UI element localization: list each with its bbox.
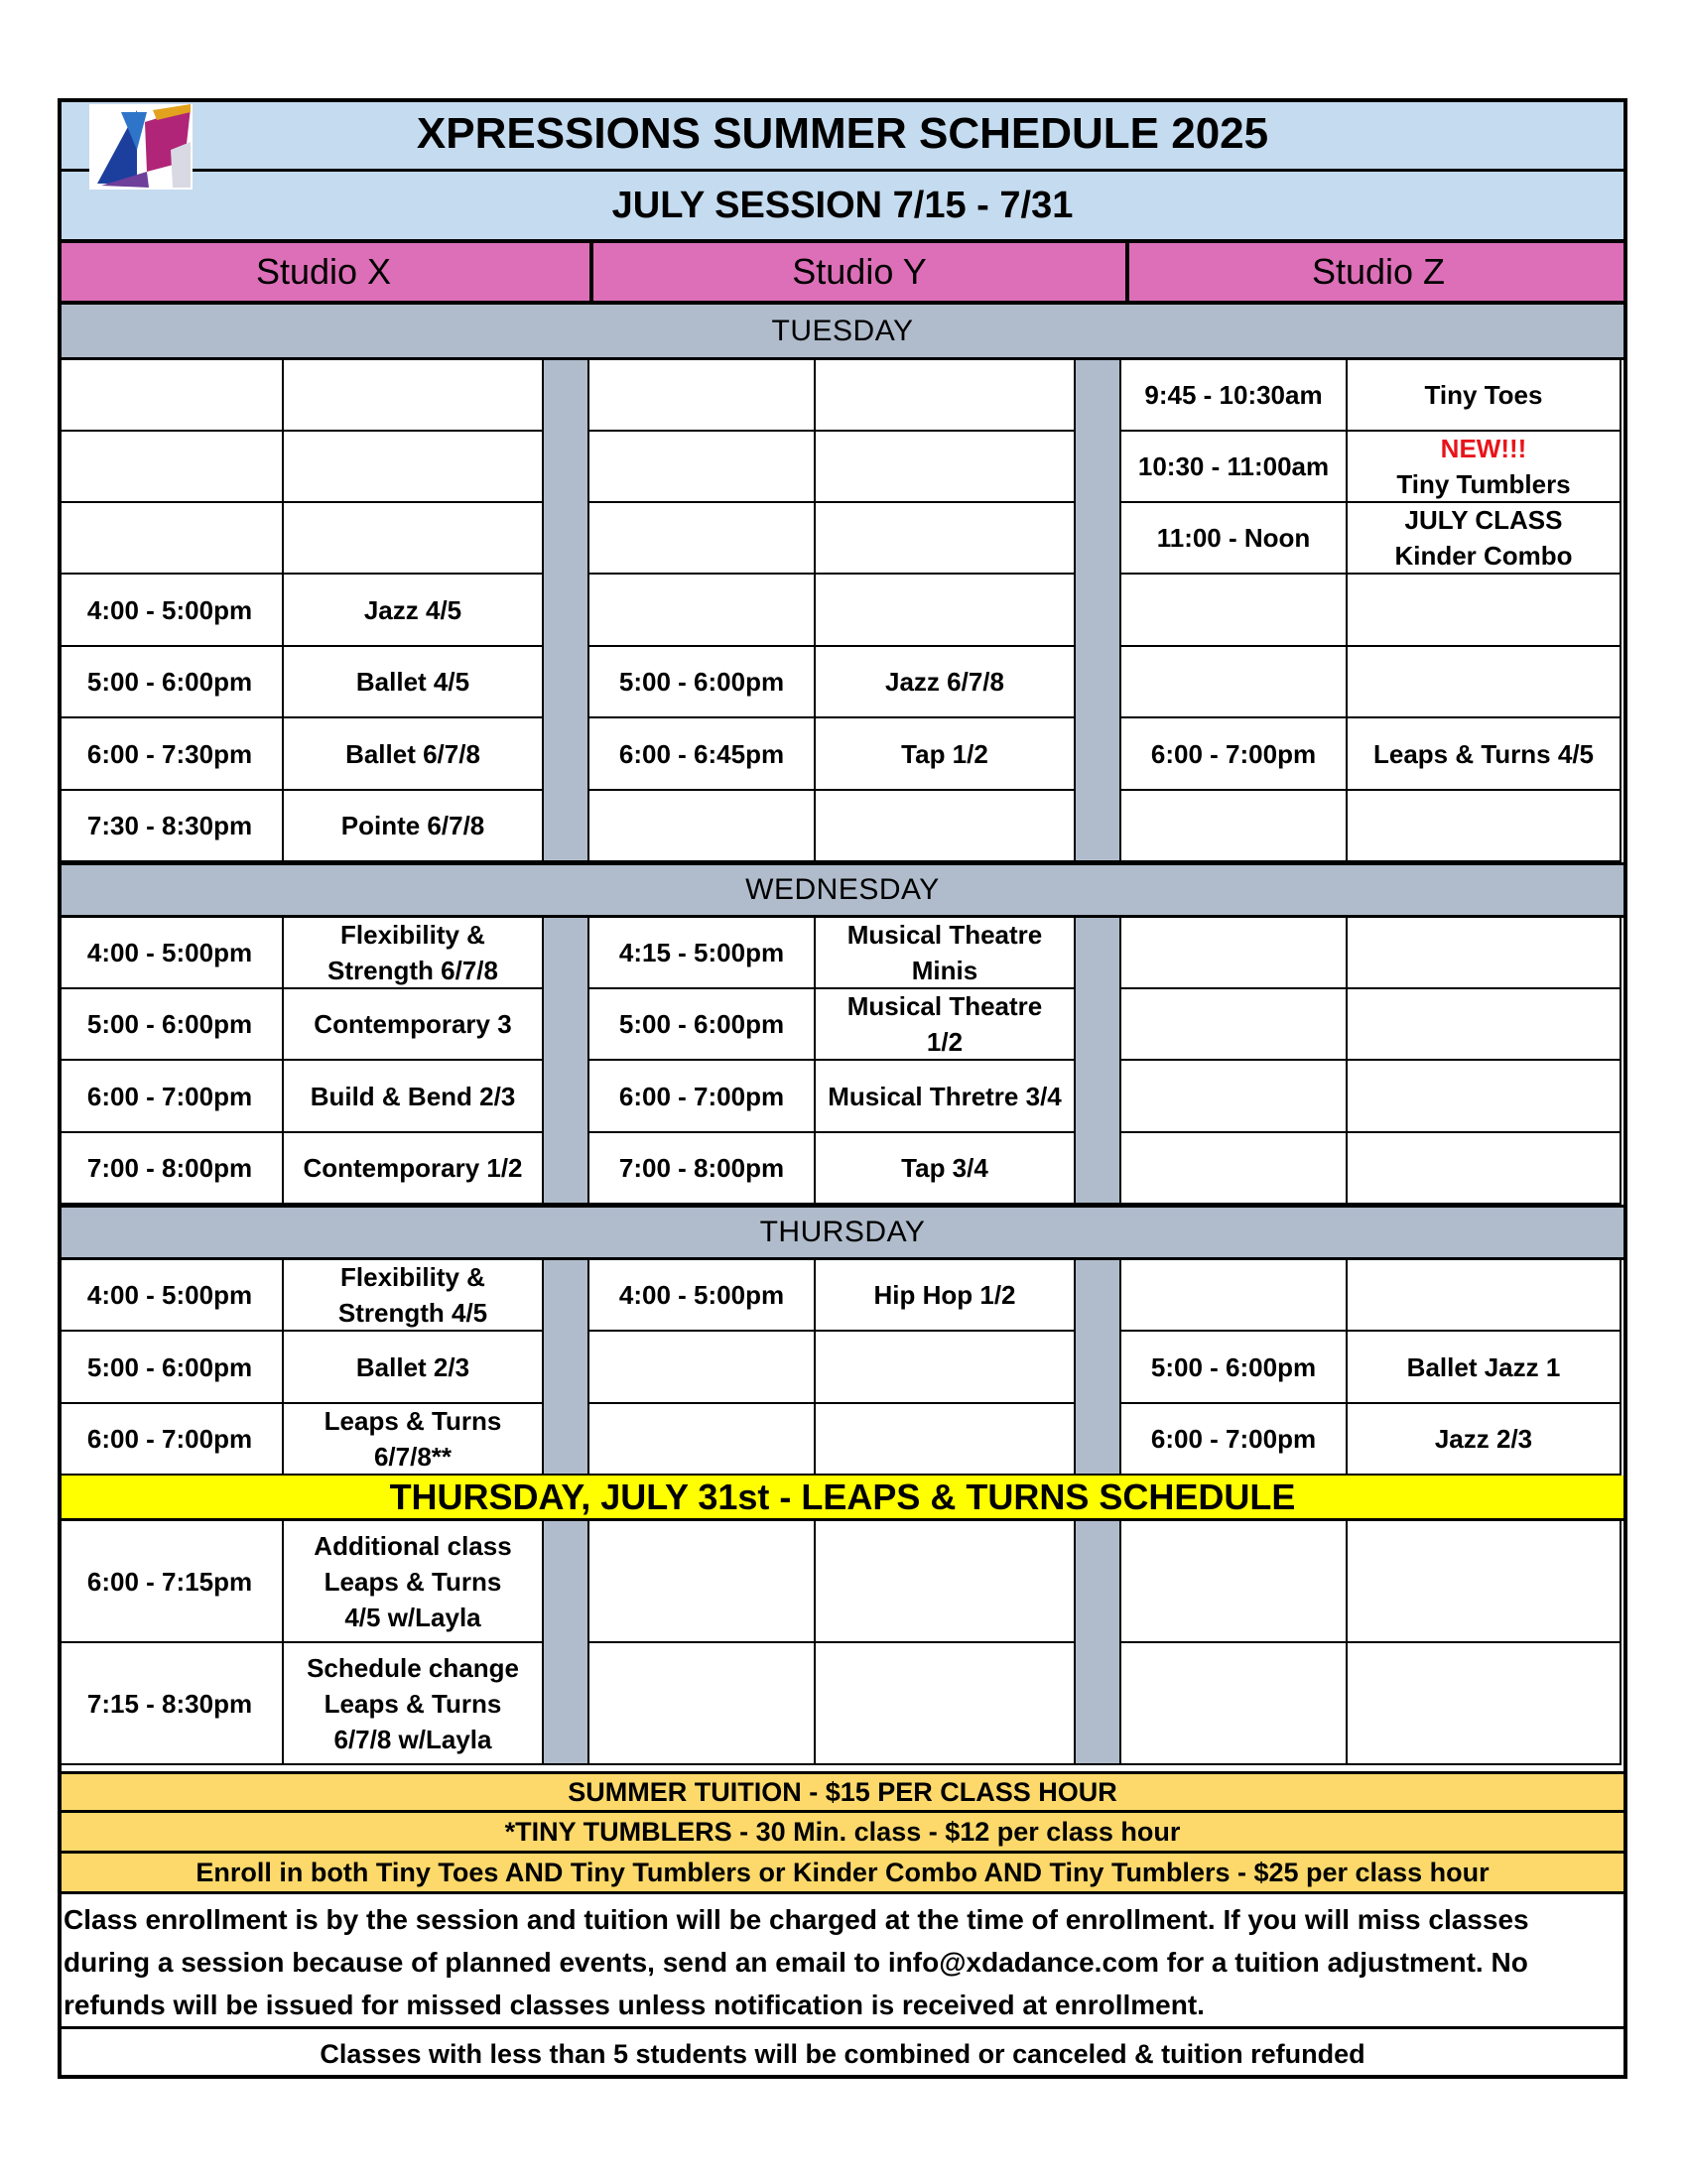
- class-name-cell: [816, 432, 1076, 503]
- class-name-cell: [284, 432, 544, 503]
- class-name-line: Tap 1/2: [901, 738, 988, 769]
- studio-y-time-column: [589, 1521, 816, 1765]
- class-time-cell: [58, 718, 284, 791]
- class-name-cell: [816, 1332, 1076, 1404]
- class-name-line: Contemporary 1/2: [303, 1153, 523, 1183]
- studio-x-class-column: [284, 1260, 544, 1476]
- class-name-cell: [284, 718, 544, 791]
- class-name-cell: [284, 918, 544, 989]
- footer-note: Classes with less than 5 students will be combined or canceled & tuition refunded: [320, 2038, 1365, 2069]
- class-name-line: Pointe 6/7/8: [340, 811, 485, 840]
- tuesday-grid: [58, 360, 1627, 862]
- class-name-cell: [816, 718, 1076, 791]
- class-name-line: Additional class: [314, 1530, 512, 1561]
- class-time: 6:00 - 7:15pm: [86, 1566, 253, 1597]
- schedule-title: XPRESSIONS SUMMER SCHEDULE 2025: [58, 98, 1627, 172]
- class-time-cell: [58, 647, 284, 718]
- studio-x-time-column: [58, 918, 284, 1205]
- class-name-cell: [284, 1332, 544, 1404]
- class-time-cell: [589, 647, 816, 718]
- leaps-grid: [58, 1521, 1627, 1765]
- class-time-cell: [1121, 1133, 1348, 1205]
- enrollment-note-line-1: Class enrollment is by the session and tuition will be charged at the time of enrollment. If you will miss classes: [64, 1904, 1529, 1935]
- day-header-tuesday: TUESDAY: [58, 305, 1627, 360]
- class-time: 5:00 - 6:00pm: [1150, 1351, 1317, 1382]
- class-time-cell: [1121, 1521, 1348, 1643]
- class-name-cell: [284, 791, 544, 862]
- class-name: [327, 917, 498, 988]
- class-name-line: Jazz 4/5: [363, 594, 462, 625]
- class-time-cell: [1121, 1260, 1348, 1332]
- class-name-line: Minis: [911, 956, 978, 985]
- class-name-line: Schedule change: [307, 1652, 519, 1683]
- studio-y-class-column: [816, 1260, 1076, 1476]
- class-time: 7:15 - 8:30pm: [86, 1688, 253, 1719]
- class-name-cell: [1348, 918, 1622, 989]
- class-time: 10:30 - 11:00am: [1137, 451, 1330, 481]
- class-name: [356, 664, 469, 700]
- class-name-line: Kinder Combo: [1394, 541, 1573, 571]
- class-time-cell: [589, 791, 816, 862]
- xpressions-logo: [87, 102, 195, 192]
- class-name-line: Leaps & Turns: [324, 1406, 502, 1436]
- class-time-cell: [1121, 432, 1348, 503]
- class-name-cell: [1348, 503, 1622, 575]
- class-name-line: Tiny Tumblers: [1396, 469, 1571, 499]
- class-time-cell: [589, 1521, 816, 1643]
- class-time-cell: [1121, 989, 1348, 1061]
- class-time: 11:00 - Noon: [1156, 523, 1311, 553]
- class-time-cell: [58, 1521, 284, 1643]
- class-name-line: Leaps & Turns 4/5: [1372, 738, 1595, 769]
- class-time-cell: [1121, 1332, 1348, 1404]
- class-name-line: Ballet 2/3: [355, 1351, 470, 1382]
- class-name-cell: [816, 1521, 1076, 1643]
- studio-y-z-divider: [1076, 1260, 1121, 1476]
- schedule-sheet: [58, 98, 1627, 2079]
- studio-y-time-column: [589, 360, 816, 862]
- class-time-cell: [1121, 360, 1348, 432]
- class-name: [314, 1006, 511, 1042]
- class-name-cell: [284, 1404, 544, 1476]
- class-time-cell: [589, 918, 816, 989]
- class-time: 6:00 - 7:00pm: [618, 1081, 785, 1111]
- class-name-line: Ballet 6/7/8: [345, 738, 480, 769]
- class-time-cell: [58, 918, 284, 989]
- class-name-cell: [816, 575, 1076, 647]
- class-name-cell: [1348, 1404, 1622, 1476]
- class-time-cell: [589, 718, 816, 791]
- class-name-cell: [816, 360, 1076, 432]
- class-time-cell: [589, 1332, 816, 1404]
- tuition-line-1: SUMMER TUITION - $15 PER CLASS HOUR: [58, 1771, 1627, 1813]
- class-time-cell: [589, 503, 816, 575]
- day-header-thursday: THURSDAY: [58, 1205, 1627, 1260]
- class-time-cell: [589, 1404, 816, 1476]
- studio-x-class-column: [284, 360, 544, 862]
- class-time: 6:00 - 7:00pm: [1150, 1424, 1317, 1454]
- class-time: 4:15 - 5:00pm: [618, 938, 785, 967]
- class-name: [311, 1079, 516, 1114]
- class-name-line: Ballet Jazz 1: [1406, 1351, 1561, 1382]
- tuition-line-3: Enroll in both Tiny Toes AND Tiny Tumblers or Kinder Combo AND Tiny Tumblers - $25 per class hour: [58, 1854, 1627, 1894]
- class-name: [885, 664, 1004, 700]
- class-name-cell: [816, 1061, 1076, 1133]
- class-time-cell: [589, 432, 816, 503]
- enrollment-note-line-3: refunds will be issued for missed classes unless notification is received at enrollment.: [64, 1990, 1205, 2020]
- studio-z-time-column: [1121, 1521, 1348, 1765]
- studio-y-z-divider: [1076, 1521, 1121, 1765]
- class-time-cell: [589, 360, 816, 432]
- class-name-cell: [816, 791, 1076, 862]
- class-name: [1435, 1421, 1532, 1457]
- class-time-cell: [58, 432, 284, 503]
- studio-y-z-divider: [1076, 360, 1121, 862]
- session-title: JULY SESSION 7/15 - 7/31: [58, 172, 1627, 243]
- studio-x-class-column: [284, 1521, 544, 1765]
- studio-x-time-column: [58, 1521, 284, 1765]
- class-time-cell: [58, 503, 284, 575]
- class-name-cell: [1348, 1061, 1622, 1133]
- class-time-cell: [589, 1643, 816, 1765]
- class-time: 5:00 - 6:00pm: [618, 667, 785, 697]
- class-name: [847, 988, 1043, 1060]
- class-time: 7:00 - 8:00pm: [86, 1153, 253, 1183]
- class-name-line: Leaps & Turns: [324, 1566, 502, 1597]
- class-name-line: Jazz 2/3: [1434, 1424, 1533, 1454]
- studio-z-class-column: [1348, 360, 1622, 862]
- studio-z-time-column: [1121, 360, 1348, 862]
- class-time: 5:00 - 6:00pm: [86, 1009, 253, 1039]
- class-time-cell: [1121, 918, 1348, 989]
- class-time-cell: [589, 1133, 816, 1205]
- class-name: [314, 1528, 511, 1635]
- class-name-cell: [284, 503, 544, 575]
- class-name-cell: [1348, 1332, 1622, 1404]
- class-name-cell: [284, 989, 544, 1061]
- class-name: [901, 736, 988, 772]
- class-time-cell: [1121, 1061, 1348, 1133]
- class-name-cell: [1348, 1521, 1622, 1643]
- class-time-cell: [58, 1061, 284, 1133]
- class-time-cell: [1121, 503, 1348, 575]
- studio-z-class-column: [1348, 1260, 1622, 1476]
- class-time-cell: [589, 1260, 816, 1332]
- class-name-cell: [1348, 360, 1622, 432]
- class-time: 4:00 - 5:00pm: [618, 1280, 785, 1310]
- studio-y-class-column: [816, 918, 1076, 1205]
- class-time-cell: [58, 989, 284, 1061]
- class-time-cell: [1121, 718, 1348, 791]
- wednesday-grid: [58, 918, 1627, 1205]
- class-time-cell: [589, 1061, 816, 1133]
- class-name-line: Flexibility &: [340, 920, 485, 950]
- class-time-cell: [58, 360, 284, 432]
- class-name-cell: [284, 1133, 544, 1205]
- enrollment-notes: [58, 1894, 1627, 2029]
- class-name: [303, 1150, 522, 1186]
- class-time: 6:00 - 7:30pm: [86, 738, 253, 769]
- class-time: 6:00 - 7:00pm: [86, 1424, 253, 1454]
- class-time: 7:00 - 8:00pm: [618, 1153, 785, 1183]
- class-name-line: 1/2: [926, 1027, 964, 1057]
- class-name: [1394, 502, 1572, 574]
- thursday-grid: [58, 1260, 1627, 1476]
- class-name-cell: [1348, 647, 1622, 718]
- class-name-cell: [284, 1260, 544, 1332]
- class-time-cell: [58, 1643, 284, 1765]
- class-name-cell: [1348, 989, 1622, 1061]
- class-time-cell: [589, 575, 816, 647]
- class-name-cell: [816, 1643, 1076, 1765]
- studio-x-y-divider: [544, 1260, 589, 1476]
- class-time-cell: [1121, 647, 1348, 718]
- class-name-line: Contemporary 3: [314, 1009, 512, 1039]
- class-name: [1425, 377, 1543, 413]
- class-time-cell: [58, 1404, 284, 1476]
- tuition-line-2: *TINY TUMBLERS - 30 Min. class - $12 per class hour: [58, 1813, 1627, 1854]
- class-name: [356, 1349, 469, 1385]
- studio-z-time-column: [1121, 1260, 1348, 1476]
- class-name-line: 6/7/8**: [373, 1442, 453, 1472]
- class-time-cell: [58, 791, 284, 862]
- class-name-cell: [284, 1521, 544, 1643]
- class-time: 6:00 - 7:00pm: [86, 1081, 253, 1111]
- studio-z-header: Studio Z: [1125, 243, 1627, 301]
- class-name-cell: [816, 1404, 1076, 1476]
- studio-z-class-column: [1348, 918, 1622, 1205]
- class-name: [338, 1259, 487, 1331]
- class-name-line: Musical Theatre: [846, 991, 1043, 1021]
- class-time-cell: [58, 1133, 284, 1205]
- class-name-cell: [816, 1260, 1076, 1332]
- class-time-cell: [1121, 791, 1348, 862]
- studio-y-time-column: [589, 1260, 816, 1476]
- class-name-cell: [816, 503, 1076, 575]
- studio-x-y-divider: [544, 918, 589, 1205]
- class-name-line: Strength 6/7/8: [327, 956, 498, 985]
- class-time: 5:00 - 6:00pm: [86, 667, 253, 697]
- class-name-cell: [1348, 575, 1622, 647]
- class-name: [324, 1403, 502, 1475]
- class-name-line: Flexibility &: [340, 1262, 485, 1292]
- class-name: [901, 1150, 988, 1186]
- class-name-line: Hip Hop 1/2: [873, 1280, 1016, 1310]
- class-name: [1396, 431, 1570, 502]
- studio-x-time-column: [58, 1260, 284, 1476]
- studio-z-time-column: [1121, 918, 1348, 1205]
- class-name-cell: [284, 1643, 544, 1765]
- class-name-cell: [284, 647, 544, 718]
- class-name-line: Jazz 6/7/8: [885, 667, 1004, 697]
- studio-x-time-column: [58, 360, 284, 862]
- class-name-line: 4/5 w/Layla: [344, 1602, 481, 1632]
- class-name-cell: [1348, 432, 1622, 503]
- class-time: 4:00 - 5:00pm: [86, 594, 253, 625]
- studio-y-time-column: [589, 918, 816, 1205]
- class-name-line: JULY CLASS: [1404, 505, 1563, 535]
- class-name-line: Tiny Toes: [1424, 380, 1543, 410]
- class-name-cell: [1348, 1133, 1622, 1205]
- class-name: [873, 1277, 1015, 1313]
- class-name-cell: [284, 1061, 544, 1133]
- class-name-line: Musical Thretre 3/4: [828, 1081, 1062, 1111]
- studio-y-class-column: [816, 360, 1076, 862]
- studio-y-z-divider: [1076, 918, 1121, 1205]
- class-name: [341, 808, 485, 843]
- class-time-cell: [58, 1332, 284, 1404]
- class-name: [1407, 1349, 1561, 1385]
- class-name-line: Leaps & Turns: [324, 1688, 502, 1719]
- class-name-cell: [816, 647, 1076, 718]
- class-name-line: 6/7/8 w/Layla: [333, 1724, 492, 1754]
- class-name: [828, 1079, 1062, 1114]
- class-time-cell: [58, 575, 284, 647]
- class-time-cell: [1121, 1643, 1348, 1765]
- studio-x-class-column: [284, 918, 544, 1205]
- class-time-cell: [1121, 575, 1348, 647]
- class-name-line: Musical Theatre: [846, 920, 1043, 950]
- class-time-cell: [58, 1260, 284, 1332]
- new-badge: NEW!!!: [1440, 434, 1527, 463]
- studio-x-header: Studio X: [58, 243, 589, 301]
- class-time: 4:00 - 5:00pm: [86, 1280, 253, 1310]
- class-name-cell: [1348, 1260, 1622, 1332]
- class-time: 5:00 - 6:00pm: [618, 1009, 785, 1039]
- studio-header-row: [58, 243, 1627, 305]
- class-time: 7:30 - 8:30pm: [86, 811, 253, 840]
- class-time: 6:00 - 6:45pm: [618, 738, 785, 769]
- class-time: 6:00 - 7:00pm: [1150, 738, 1317, 769]
- class-name-cell: [1348, 791, 1622, 862]
- enrollment-note-line-2: during a session because of planned events, send an email to info@xdadance.com for a tuition adjustment. No: [64, 1947, 1528, 1978]
- class-name-line: Build & Bend 2/3: [310, 1081, 516, 1111]
- class-name-cell: [1348, 718, 1622, 791]
- class-name: [1373, 736, 1594, 772]
- class-name: [364, 592, 461, 628]
- class-name: [307, 1650, 519, 1757]
- class-time: 4:00 - 5:00pm: [86, 938, 253, 967]
- class-time-cell: [1121, 1404, 1348, 1476]
- class-name-line: Tap 3/4: [901, 1153, 988, 1183]
- class-name-cell: [284, 575, 544, 647]
- class-name-cell: [816, 989, 1076, 1061]
- leaps-schedule-banner: THURSDAY, JULY 31st - LEAPS & TURNS SCHEDULE: [58, 1476, 1627, 1521]
- day-header-wednesday: WEDNESDAY: [58, 862, 1627, 918]
- class-name-cell: [816, 918, 1076, 989]
- studio-z-class-column: [1348, 1521, 1622, 1765]
- class-name: [847, 917, 1043, 988]
- studio-y-header: Studio Y: [589, 243, 1125, 301]
- class-name-line: Strength 4/5: [337, 1298, 488, 1328]
- studio-y-class-column: [816, 1521, 1076, 1765]
- class-name: [345, 736, 480, 772]
- class-name-line: Ballet 4/5: [355, 667, 470, 697]
- class-time-cell: [589, 989, 816, 1061]
- studio-x-y-divider: [544, 1521, 589, 1765]
- class-name-cell: [284, 360, 544, 432]
- class-name-cell: [1348, 1643, 1622, 1765]
- class-time: 9:45 - 10:30am: [1144, 380, 1323, 410]
- class-time: 5:00 - 6:00pm: [86, 1351, 253, 1382]
- class-name-cell: [816, 1133, 1076, 1205]
- studio-x-y-divider: [544, 360, 589, 862]
